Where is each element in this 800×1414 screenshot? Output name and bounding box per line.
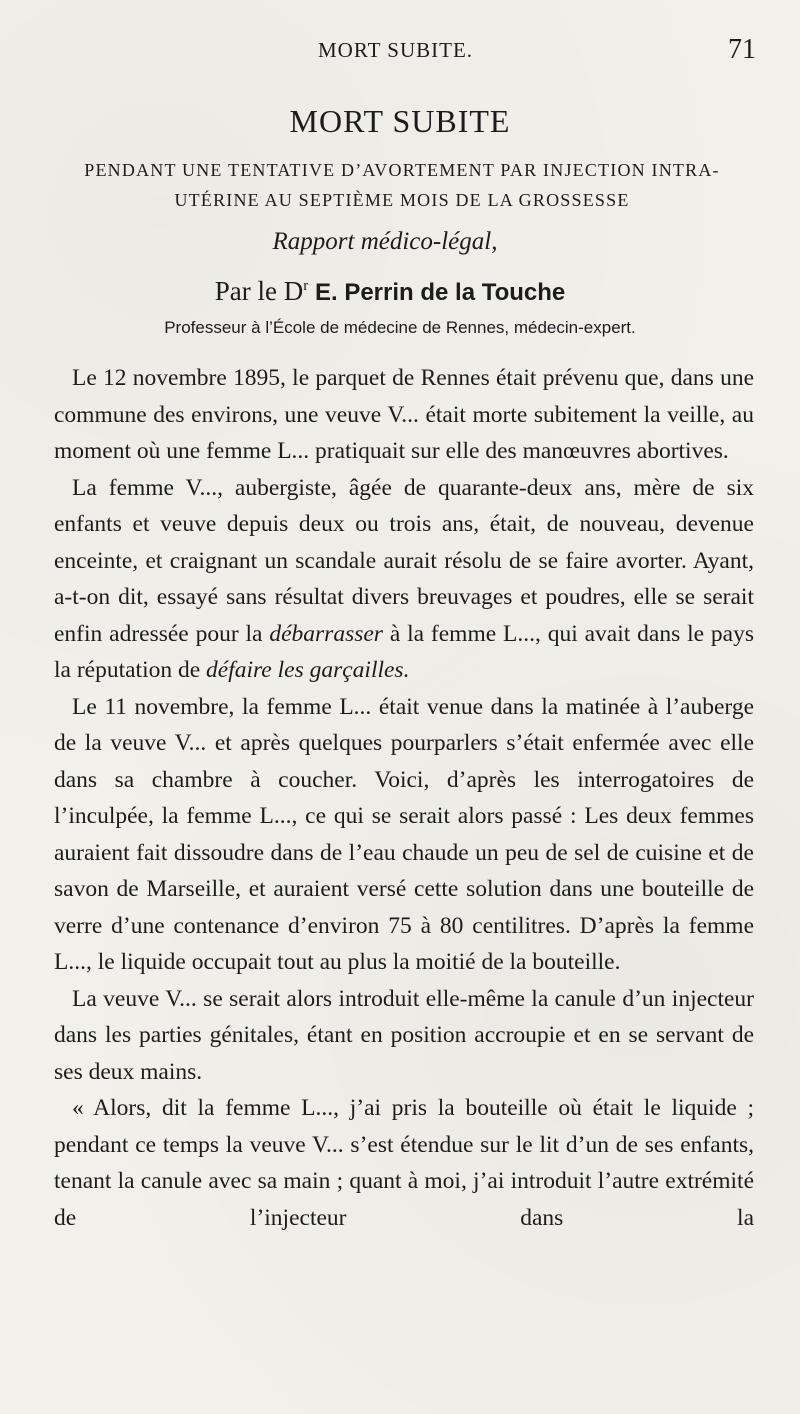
running-header bbox=[0, 34, 800, 74]
article-title: MORT SUBITE bbox=[289, 103, 511, 139]
article-subtitle-line-2: UTÉRINE AU SEPTIÈME MOIS DE LA GROSSESSE bbox=[174, 190, 630, 210]
author-affiliation: Professeur à l’École de médecine de Rennes, médecin-expert. bbox=[164, 318, 636, 337]
page-number: 71 bbox=[728, 34, 756, 65]
paragraph-2 bbox=[54, 470, 754, 689]
article-body bbox=[54, 360, 754, 1236]
paragraph-2-italic-1: débarrasser bbox=[269, 620, 383, 647]
paragraph-5: « Alors, dit la femme L..., j’ai pris la bouteille où était le liquide ; pendant ce temps la veuve V... s’est étendue sur le lit d’un de ses enfants, tenant la canule avec sa main ; quant à moi, j’ai introduit l’autre extrémité de l’injecteur dans la bbox=[54, 1095, 754, 1231]
paragraph-2-text-a: La femme V..., aubergiste, âgée de quarante-deux ans, mère de six enfants et veuve depuis deux ou trois ans, était, de nouveau, devenue enceinte, et craignant un scandale aurait résolu de se faire avorter. Ayant, a-t-on dit, essayé sans résultat divers breuvages et poudres, elle se serait enfin adressée pour la bbox=[54, 474, 754, 647]
paragraph-4: La veuve V... se serait alors introduit elle-même la canule d’un injecteur dans les parties génitales, étant en position accroupie et en se servant de ses deux mains. bbox=[54, 985, 754, 1085]
author-title-superscript: r bbox=[303, 278, 309, 294]
paragraph-2-italic-2: défaire les garçailles. bbox=[206, 657, 410, 683]
paragraph-1: Le 12 novembre 1895, le parquet de Rennes était prévenu que, dans une commune des environs, une veuve V... était morte subitement la veille, au moment où une femme L... pratiquait sur elle des manœuvres abortives. bbox=[54, 365, 754, 464]
author-line bbox=[0, 276, 780, 307]
author-prefix: Par le D bbox=[214, 276, 304, 306]
paragraph-2-text-b: à la femme L..., qui avait dans le pays la réputation de bbox=[54, 620, 754, 683]
running-title: MORT SUBITE. bbox=[318, 38, 474, 62]
report-type: Rapport médico-légal, bbox=[272, 228, 498, 255]
author-name: E. Perrin de la Touche bbox=[314, 279, 566, 306]
article-subtitle-line-1: PENDANT UNE TENTATIVE D’AVORTEMENT PAR INJECTION INTRA- bbox=[84, 160, 720, 180]
paragraph-3: Le 11 novembre, la femme L... était venue dans la matinée à l’auberge de la veuve V... et après quelques pourparlers s’était enfermée avec elle dans sa chambre à coucher. Voici, d’après les interrogatoires de l’inculpée, la femme L..., ce qui se serait alors passé : Les deux femmes auraient fait dissoudre dans de l’eau chaude un peu de sel de cuisine et de savon de Marseille, et auraient versé cette solution dans une bouteille de verre d’une contenance d’environ 75 à 80 centilitres. D’après la femme L..., le liquide occupait tout au plus la moitié de la bouteille. bbox=[54, 693, 754, 975]
